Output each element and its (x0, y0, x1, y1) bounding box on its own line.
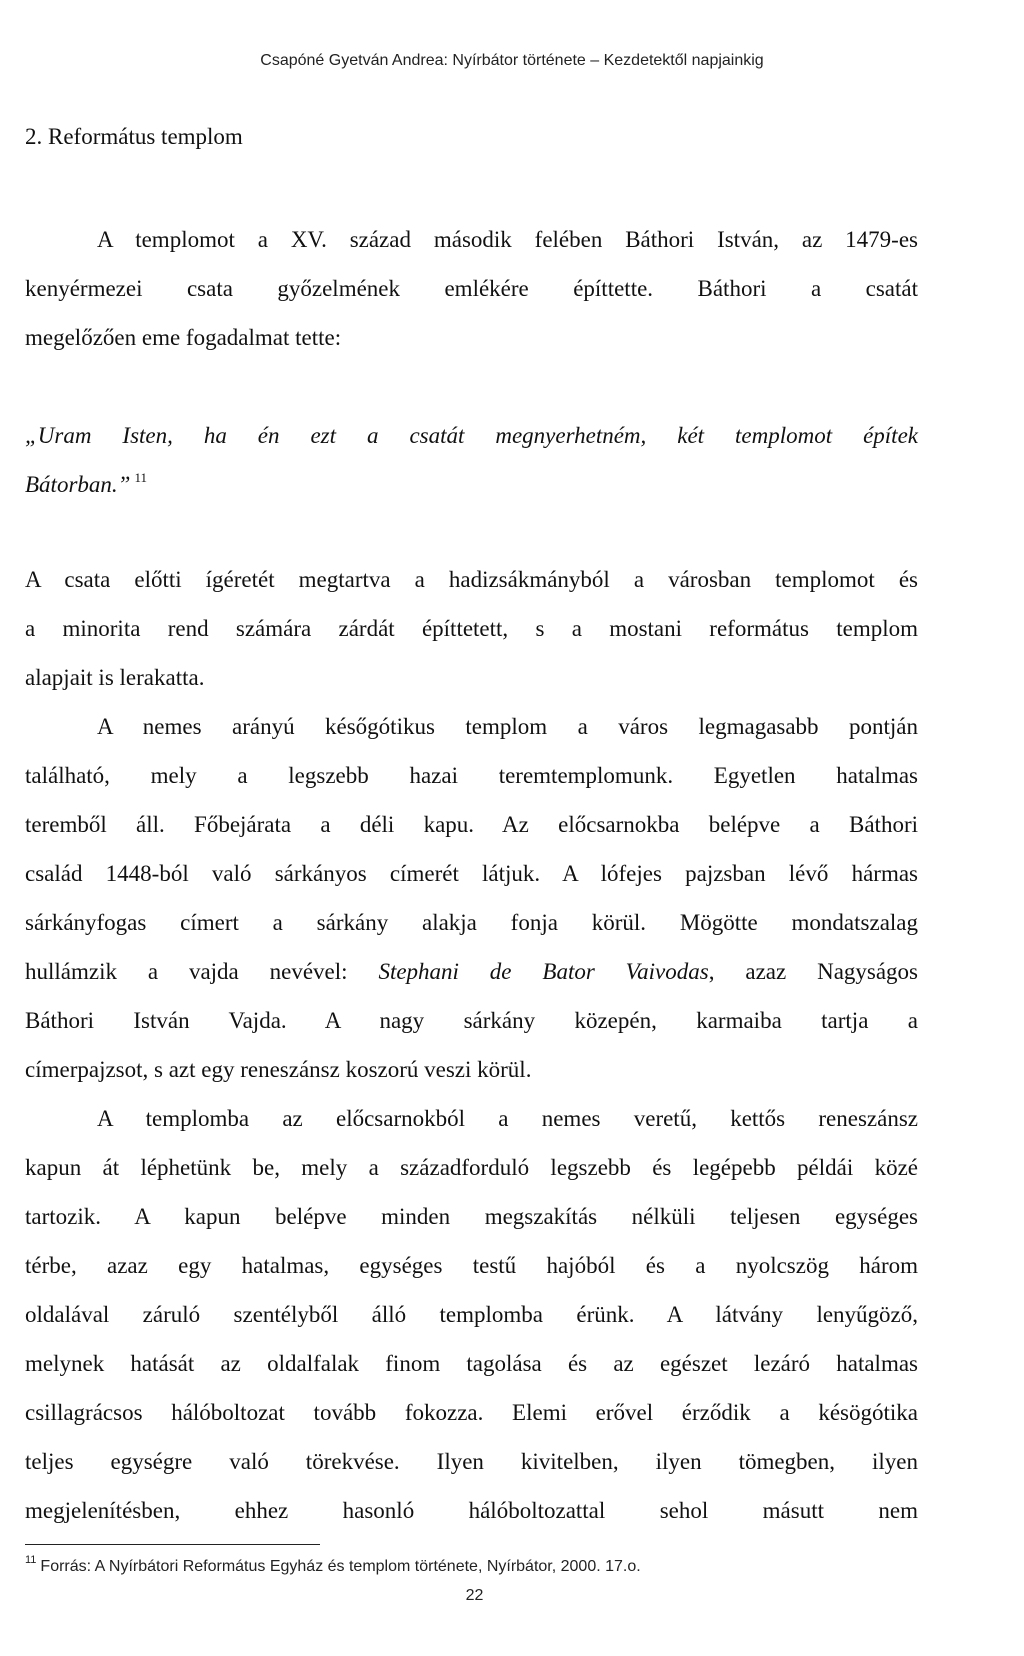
footnote-text: Forrás: A Nyírbátori Református Egyház és templom története, Nyírbátor, 2000. 17.o. (40, 1558, 641, 1575)
text-span: hullámzik a vajda nevével: (25, 959, 379, 984)
text-line: térbe, azaz egy hatalmas, egységes testű hajóból és a nyolcszög három (25, 1253, 918, 1278)
intro-paragraph (25, 215, 918, 362)
text-line: teljes egységre való törekvése. Ilyen kivitelben, ilyen tömegben, ilyen (25, 1449, 918, 1474)
footnote-number: 11 (25, 1554, 37, 1566)
text-span: , azaz Nagyságos (708, 959, 919, 984)
page-number: 22 (465, 1587, 484, 1604)
text-line: megelőzően eme fogadalmat tette: (25, 325, 342, 350)
text-line: alapjait is lerakatta. (25, 665, 205, 690)
quotation (25, 411, 918, 509)
section-heading: 2. Református templom (25, 124, 243, 149)
text-line: család 1448-ból való sárkányos címerét látjuk. A lófejes pajzsban lévő hármas (25, 861, 918, 886)
text-line: Báthori István Vajda. A nagy sárkány közepén, karmaiba tartja a (25, 1008, 918, 1033)
text-line-with-italic (25, 947, 918, 996)
text-line: tartozik. A kapun belépve minden megszakítás nélküli teljesen egységes (25, 1204, 918, 1229)
text-line: kapun át léphetünk be, mely a századforduló legszebb és legépebb példái közé (25, 1155, 918, 1180)
text-line: teremből áll. Főbejárata a déli kapu. Az előcsarnokba belépve a Báthori (25, 812, 918, 837)
footnote-divider (25, 1544, 320, 1545)
main-text (25, 555, 918, 1535)
quote-last-line (25, 460, 918, 509)
text-line: címerpajzsot, s azt egy reneszánsz koszorú veszi körül. (25, 1057, 532, 1082)
text-line: a minorita rend számára zárdát építtetett, s a mostani református templom (25, 616, 918, 641)
footnote-reference: 11 (134, 470, 147, 485)
text-line: található, mely a legszebb hazai teremtemplomunk. Egyetlen hatalmas (25, 763, 918, 788)
text-line: csillagrácsos hálóboltozat tovább fokozza. Elemi erővel érződik a késögótika (25, 1400, 918, 1425)
text-line: Bátorban.” (25, 472, 131, 497)
text-line: „Uram Isten, ha én ezt a csatát megnyerhetném, két templomot építek (25, 423, 918, 448)
text-line: A templomba az előcsarnokból a nemes veretű, kettős reneszánsz (97, 1106, 918, 1131)
text-line: A csata előtti ígéretét megtartva a hadizsákmányból a városban templomot és (25, 567, 918, 592)
text-line: oldalával záruló szentélyből álló templomba érünk. A látvány lenyűgöző, (25, 1302, 918, 1327)
text-line: sárkányfogas címert a sárkány alakja fonja körül. Mögötte mondatszalag (25, 910, 918, 935)
text-line: megjelenítésben, ehhez hasonló hálóboltozattal sehol másutt nem (25, 1498, 918, 1523)
text-line: A templomot a XV. század második felében Báthori István, az 1479-es (97, 227, 918, 252)
running-header: Csapóné Gyetván Andrea: Nyírbátor története – Kezdetektől napjainkig (260, 52, 764, 69)
latin-inscription: Stephani de Bator Vaivodas (378, 959, 709, 984)
footnote (25, 1554, 641, 1576)
text-line: kenyérmezei csata győzelmének emlékére építtette. Báthori a csatát (25, 276, 918, 301)
text-line: melynek hatását az oldalfalak finom tagolása és az egészet lezáró hatalmas (25, 1351, 918, 1376)
text-line: A nemes arányú későgótikus templom a város legmagasabb pontján (97, 714, 918, 739)
